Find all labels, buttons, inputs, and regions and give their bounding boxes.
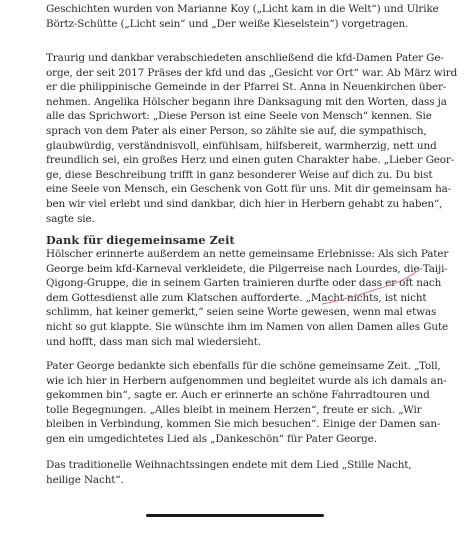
text-line: Geschichten wurden von Marianne Koy („Licht kam in die Welt“) und Ulrike: [46, 3, 439, 15]
text-line: Börtz-Schütte („Licht sein“ und „Der weiße Kieselstein“) vorgetragen.: [46, 17, 409, 30]
text-line: alle das Sprichwort: „Diese Person ist eine Seele von Mensch“ kennen. Sie: [46, 110, 432, 123]
text-line: er die philippinische Gemeinde in der Pfarrei St. Anna in Neuenkirchen über-: [46, 81, 447, 94]
text-line: bleiben in Verbindung, kommen Sie mich besuchen“. Einige der Damen san-: [46, 418, 441, 431]
text-line: wie ich hier in Herbern aufgenommen und begleitet wurde als ich damals an-: [46, 374, 447, 387]
text-line: tolle Begegnungen. „Alles bleibt in meinem Herzen“, freute er sich. „Wir: [46, 403, 422, 416]
article-paragraph-3: [46, 247, 448, 349]
article-paragraph-1: [46, 2, 439, 31]
text-line: sprach von dem Pater als einer Person, so zählte sie auf, die sympathisch,: [46, 124, 427, 137]
text-line: nehmen. Angelika Hölscher begann ihre Danksagung mit den Worten, dass ja: [46, 95, 447, 108]
text-line: Das traditionelle Weihnachtssingen endete mit dem Lied „Stille Nacht,: [46, 459, 412, 471]
text-line: George beim kfd-Karneval verkleidete, die Pilgerreise nach Lourdes, die Taiji-: [46, 262, 448, 275]
article-paragraph-5: [46, 458, 412, 487]
text-line: heilige Nacht“.: [46, 473, 124, 486]
text-line: gekommen bin“, sagte er. Auch er erinnerte an schöne Fahrradtouren und: [46, 389, 430, 402]
text-line: Pater George bedankte sich ebenfalls für die schöne gemeinsame Zeit. „Toll,: [46, 360, 441, 372]
text-line: ben wir viel erlebt und sind dankbar, dich hier in Herbern gehabt zu haben“,: [46, 197, 443, 210]
text-line: dem Gottesdienst alle zum Klatschen aufforderte. „Macht nichts, ist nicht: [46, 291, 427, 304]
home-indicator[interactable]: [146, 514, 324, 517]
text-line: schlimm, hat keiner gemerkt,“ seien seine Worte gewesen, wenn mal etwas: [46, 306, 437, 319]
text-line: Hölscher erinnerte außerdem an nette gemeinsame Erlebnisse: Als sich Pater: [46, 248, 449, 260]
text-line: freundlich sei, ein großes Herz und einen guten Charakter habe. „Lieber Geor-: [46, 154, 455, 167]
text-line: ge, diese Beschreibung trifft in ganz besonderer Weise auf dich zu. Du bist: [46, 168, 433, 181]
text-line: Traurig und dankbar verabschiedeten anschließend die kfd-Damen Pater Ge-: [46, 52, 444, 64]
text-line: und hofft, dass man sich mal wiedersieht.: [46, 335, 261, 348]
bottom-bar: [0, 540, 473, 554]
text-line: gen ein umgedichtetes Lied als „Dankeschön“ für Pater George.: [46, 432, 377, 445]
text-line: Qigong-Gruppe, die in seinem Garten trainieren durfte oder dass er oft nach: [46, 277, 442, 290]
text-line: nicht so gut klappte. Sie wünschte ihm im Namen von allen Damen alles Gute: [46, 320, 449, 333]
article-paragraph-2: [46, 51, 457, 226]
text-line: orge, der seit 2017 Präses der kfd und das „Gesicht vor Ort“ war. Ab März wird: [46, 66, 458, 79]
text-line: glaubwürdig, verständnisvoll, einfühlsam, hilfsbereit, warmherzig, nett und: [46, 139, 437, 152]
section-heading: Dank für diegemeinsame Zeit: [46, 233, 235, 247]
text-line: sagte sie.: [46, 212, 95, 225]
text-line: eine Seele von Mensch, ein Geschenk von Gott für uns. Mit dir gemeinsam ha-: [46, 183, 452, 196]
article-paragraph-4: [46, 359, 447, 447]
